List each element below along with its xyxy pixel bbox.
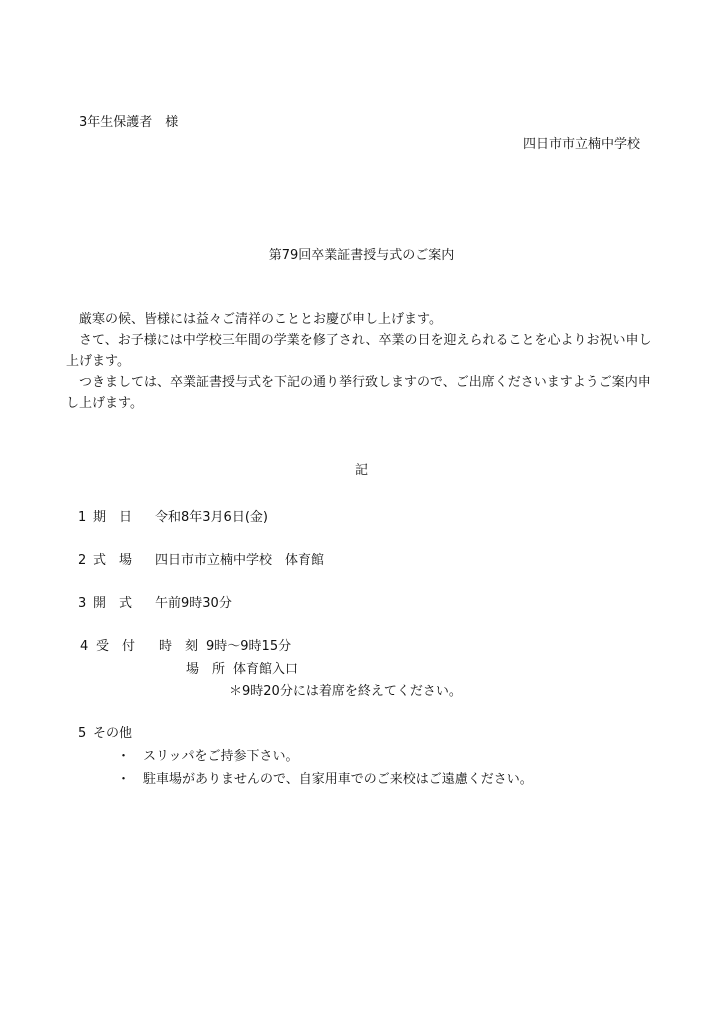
item-number: 4	[80, 639, 89, 654]
ki-heading: 記	[354, 463, 368, 478]
reception-place-value: 体育館入口	[233, 662, 299, 677]
item-number: 5	[78, 726, 87, 741]
item-number: 2	[78, 553, 87, 568]
item-label: 受 付	[96, 639, 136, 654]
item-value: 四日市市立楠中学校 体育館	[155, 553, 325, 568]
item-label: 開 式	[93, 596, 133, 611]
list-item: ・ 駐車場がありませんので、自家用車でのご来校はご遠慮ください。	[117, 772, 533, 787]
item-value: 午前9時30分	[155, 596, 232, 611]
document-title: 第79回卒業証書授与式のご案内	[268, 248, 455, 263]
list-item: ・ スリッパをご持参下さい。	[117, 749, 299, 764]
sender-school: 四日市市立楠中学校	[523, 137, 641, 152]
body-paragraph-1: 厳寒の候、皆様には益々ご清祥のこととお慶び申し上げます。	[66, 312, 442, 327]
reception-note: ＊9時20分には着席を終えてください。	[229, 684, 462, 699]
reception-time-label: 時 刻	[159, 639, 199, 654]
item-number: 3	[78, 596, 87, 611]
recipient-line: 3年生保護者 様	[79, 115, 179, 130]
item-label: その他	[93, 726, 133, 741]
body-paragraph-3: つきましては、卒業証書授与式を下記の通り挙行致しますので、ご出席くださいますようご案内申し上げます。	[66, 375, 651, 411]
reception-place-label: 場 所	[186, 662, 226, 677]
reception-time-value: 9時～9時15分	[206, 639, 292, 654]
item-label: 期 日	[93, 510, 133, 525]
item-number: 1	[78, 510, 87, 525]
item-value: 令和8年3月6日(金)	[155, 510, 268, 525]
item-label: 式 場	[93, 553, 133, 568]
body-paragraph-2: さて、お子様には中学校三年間の学業を修了され、卒業の日を迎えられることを心よりお祝い申し上げます。	[66, 333, 652, 369]
